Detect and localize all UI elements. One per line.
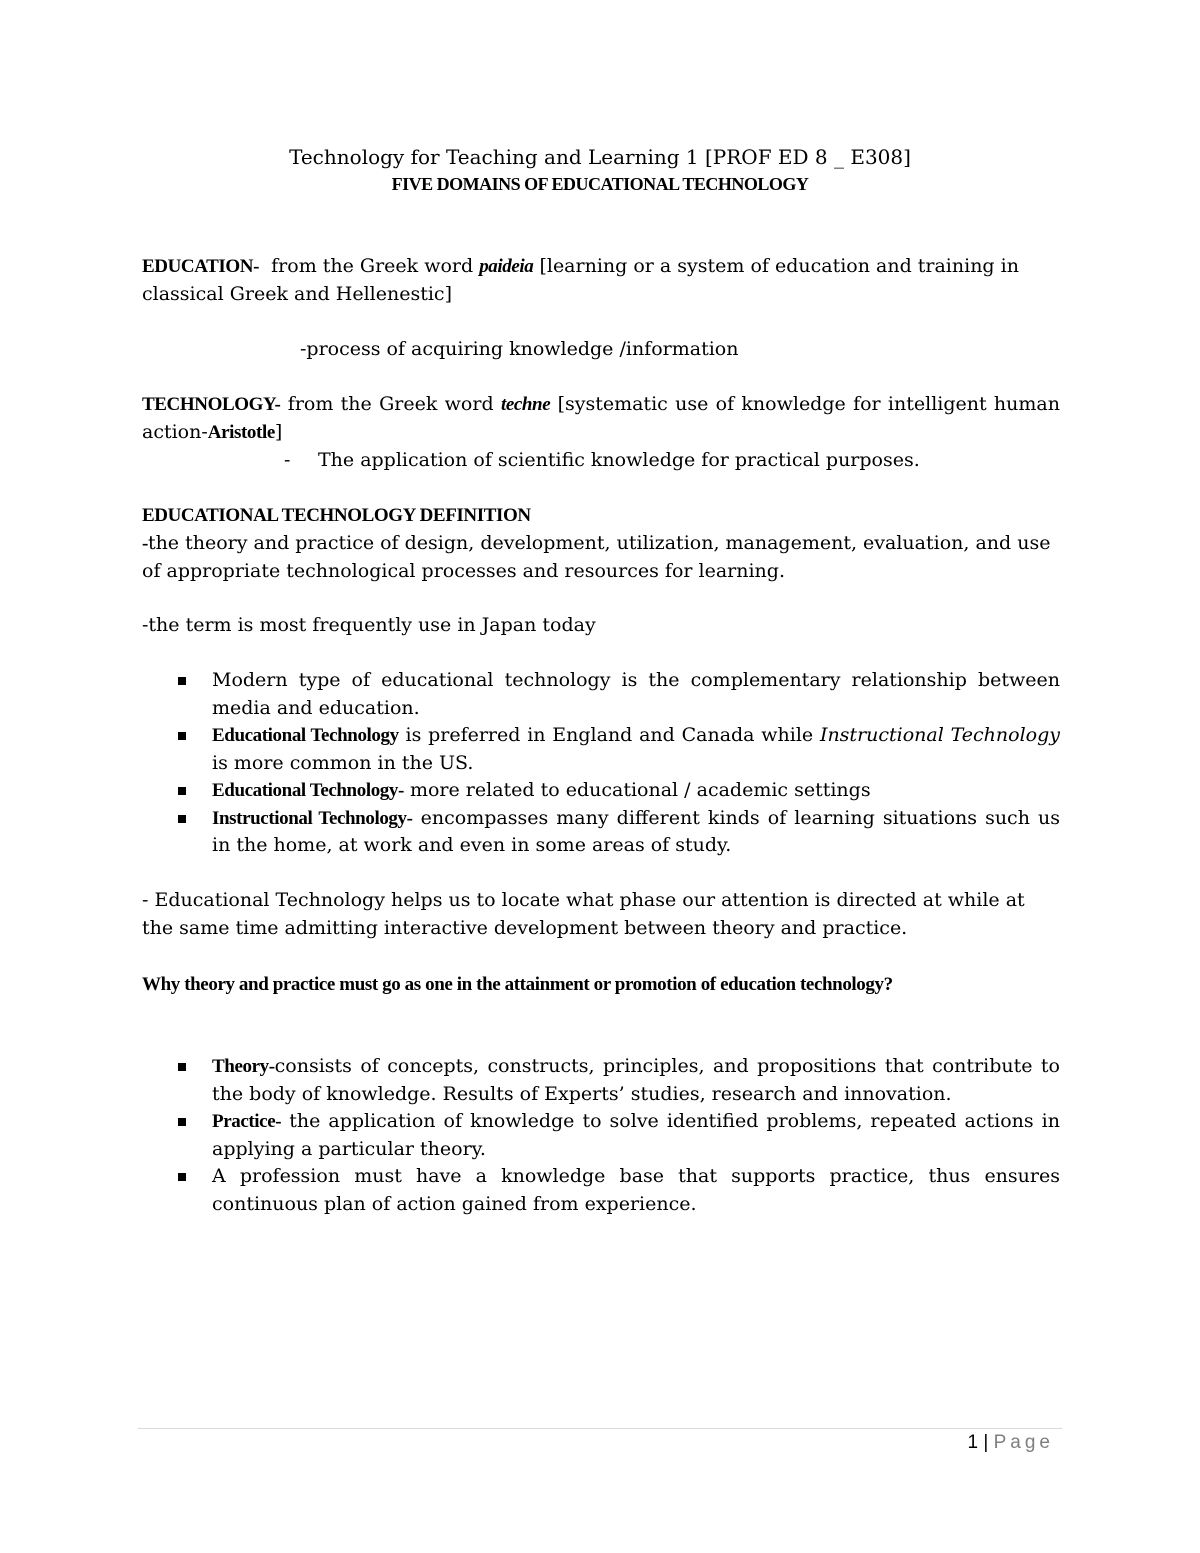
bullet-list-1	[142, 667, 1060, 860]
footer-divider	[138, 1428, 1062, 1429]
technology-term: TECHNOLOGY-	[142, 394, 281, 415]
list-item-text: the application of knowledge to solve identified problems, repeated actions in applying a particular theory.	[212, 1110, 1060, 1160]
square-bullet-icon	[178, 815, 186, 823]
technology-greek-word: techne	[500, 394, 551, 415]
technology-close: ]	[274, 420, 283, 443]
list-item	[142, 1108, 1060, 1163]
education-lead: from the Greek word	[271, 255, 474, 277]
list-item-text: encompasses many different kinds of learning situations such us in the home, at work and even in some areas of study.	[212, 806, 1061, 856]
technology-author: Aristotle	[207, 421, 275, 443]
list-item-term: Instructional Technology-	[212, 807, 413, 829]
list-item	[142, 1053, 1060, 1108]
education-term: EDUCATION-	[142, 256, 260, 277]
page-number: 1	[967, 1432, 979, 1453]
square-bullet-icon	[178, 787, 186, 795]
bullet-list-2	[142, 1053, 1060, 1218]
definition-japan: -the term is most frequently use in Japan today	[142, 614, 596, 636]
list-item	[142, 722, 1060, 777]
technology-definition	[142, 391, 1060, 446]
square-bullet-icon	[178, 677, 186, 685]
technology-sub-dash: -	[284, 449, 291, 471]
definition-text-block	[142, 530, 1060, 585]
square-bullet-icon	[178, 1173, 186, 1181]
list-item-text: is more common in the US.	[212, 751, 474, 774]
list-item-italic-term: Instructional Technology	[819, 724, 1060, 746]
list-item-text: consists of concepts, constructs, principles, and propositions that contribute to the body of knowledge. Results of Experts’ studies, research and innovation.	[212, 1055, 1060, 1105]
definition-heading: EDUCATIONAL TECHNOLOGY DEFINITION	[142, 505, 531, 526]
definition-dash: -	[142, 533, 148, 554]
list-item-term: Educational Technology	[212, 725, 399, 746]
list-item	[142, 667, 1060, 722]
list-item	[142, 777, 1060, 805]
education-greek-word: paideia	[479, 256, 534, 277]
list-item	[142, 1163, 1060, 1218]
list-item-term: Theory-	[212, 1056, 275, 1077]
square-bullet-icon	[178, 1063, 186, 1071]
list-item-term: Practice-	[212, 1111, 282, 1132]
education-definition	[142, 253, 1060, 308]
list-item-term: Educational Technology-	[212, 780, 404, 801]
education-sub: -process of acquiring knowledge /information	[300, 338, 739, 360]
list-item-text: more related to educational / academic settings	[403, 779, 871, 801]
definition-text: the theory and practice of design, development, utilization, management, evaluation, and use of appropriate technological processes and resources for learning.	[142, 532, 1051, 582]
page-footer	[968, 1429, 1054, 1457]
list-item-text: is preferred in England and Canada while	[398, 724, 820, 746]
question-heading: Why theory and practice must go as one in the attainment or promotion of education technology?	[142, 974, 893, 995]
technology-lead: from the Greek word	[287, 393, 494, 415]
page-label: Page	[993, 1432, 1054, 1453]
list-item-text: A profession must have a knowledge base that supports practice, thus ensures continuous plan of action gained from experience.	[212, 1165, 1060, 1215]
document-title: FIVE DOMAINS OF EDUCATIONAL TECHNOLOGY	[391, 174, 809, 194]
education-text: [learning or a system of education and training in classical Greek and Hellenestic]	[142, 255, 1019, 305]
summary-paragraph: - Educational Technology helps us to locate what phase our attention is directed at while at the same time admitting interactive development between theory and practice.	[142, 889, 1025, 939]
list-item	[142, 805, 1060, 860]
technology-text: [systematic use of knowledge for intelligent human action-	[142, 393, 1060, 443]
page-separator: |	[983, 1432, 989, 1453]
technology-sub: The application of scientific knowledge for practical purposes.	[318, 449, 920, 471]
square-bullet-icon	[178, 1118, 186, 1126]
course-title: Technology for Teaching and Learning 1 [PROF ED 8 _ E308]	[289, 145, 911, 169]
square-bullet-icon	[178, 732, 186, 740]
list-item-text: Modern type of educational technology is the complementary relationship between media and education.	[212, 669, 1060, 719]
